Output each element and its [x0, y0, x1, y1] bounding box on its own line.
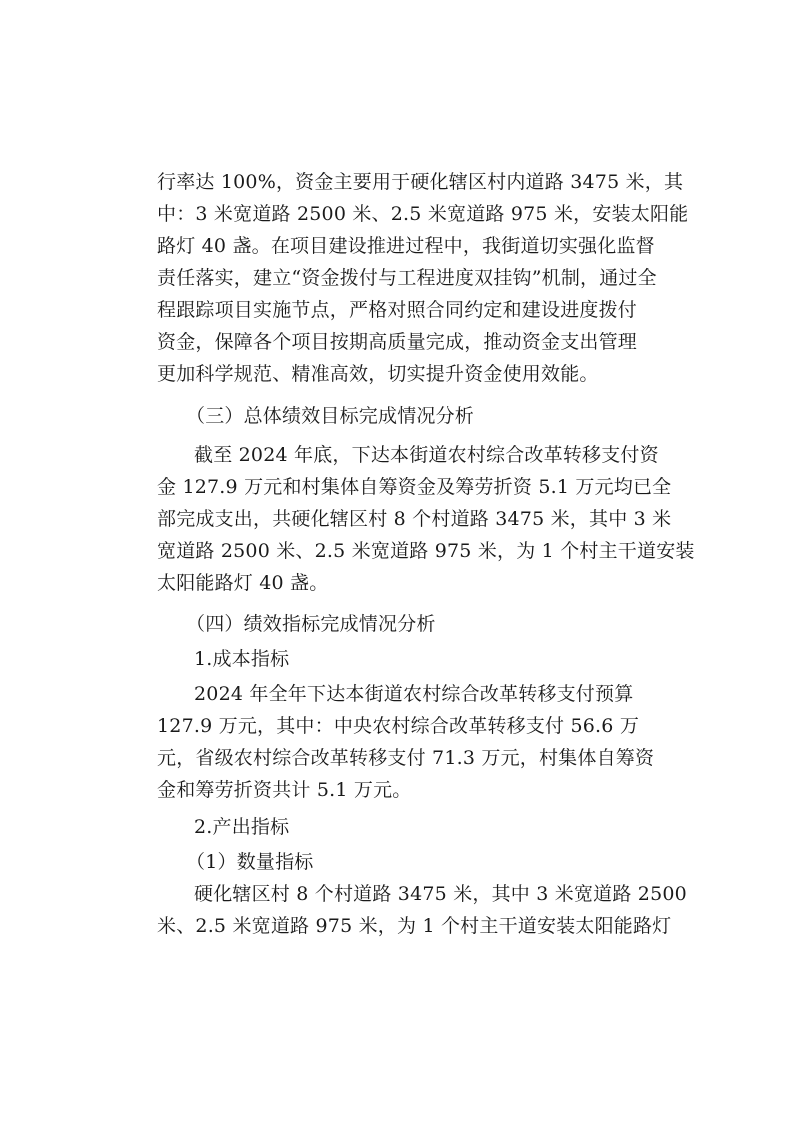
paragraph-line: 127.9 万元，其中：中央农村综合改革转移支付 56.6 万 — [157, 715, 640, 737]
paragraph-line: 更加科学规范、精准高效，切实提升资金使用效能。 — [157, 363, 599, 385]
paragraph-line: 金 127.9 万元和村集体自筹资金及筹劳折资 5.1 万元均已全 — [157, 476, 672, 498]
paragraph-line: 行率达 100%，资金主要用于硬化辖区村内道路 3475 米，其 — [157, 171, 684, 193]
subsection-heading: 2.产出指标 — [194, 816, 290, 838]
subsection-heading: 1.成本指标 — [194, 648, 290, 670]
paragraph-line: 截至 2024 年底，下达本街道农村综合改革转移支付资 — [194, 444, 659, 466]
paragraph-line: 宽道路 2500 米、2.5 米宽道路 975 米，为 1 个村主干道安装 — [157, 540, 695, 562]
section-heading: （四）绩效指标完成情况分析 — [186, 613, 436, 635]
paragraph-line: 2024 年全年下达本街道农村综合改革转移支付预算 — [194, 683, 634, 705]
paragraph-line: 路灯 40 盏。在项目建设推进过程中，我街道切实强化监督 — [157, 235, 655, 257]
paragraph-line: 责任落实，建立“资金拨付与工程进度双挂钩”机制，通过全 — [157, 267, 657, 289]
paragraph-line: 元，省级农村综合改革转移支付 71.3 万元，村集体自筹资 — [157, 747, 655, 769]
paragraph-line: 程跟踪项目实施节点，严格对照合同约定和建设进度拨付 — [157, 299, 638, 321]
paragraph-line: 太阳能路灯 40 盏。 — [157, 572, 329, 594]
paragraph-line: 资金，保障各个项目按期高质量完成，推动资金支出管理 — [157, 331, 638, 353]
paragraph-line: 部完成支出，共硬化辖区村 8 个村道路 3475 米，其中 3 米 — [157, 508, 672, 530]
subsection-heading: （1）数量指标 — [186, 851, 314, 873]
paragraph-line: 中：3 米宽道路 2500 米、2.5 米宽道路 975 米，安装太阳能 — [157, 203, 689, 225]
paragraph-line: 硬化辖区村 8 个村道路 3475 米，其中 3 米宽道路 2500 — [194, 883, 687, 905]
section-heading: （三）总体绩效目标完成情况分析 — [186, 405, 475, 427]
paragraph-line: 金和筹劳折资共计 5.1 万元。 — [157, 779, 412, 801]
paragraph-line: 米、2.5 米宽道路 975 米，为 1 个村主干道安装太阳能路灯 — [157, 915, 672, 937]
